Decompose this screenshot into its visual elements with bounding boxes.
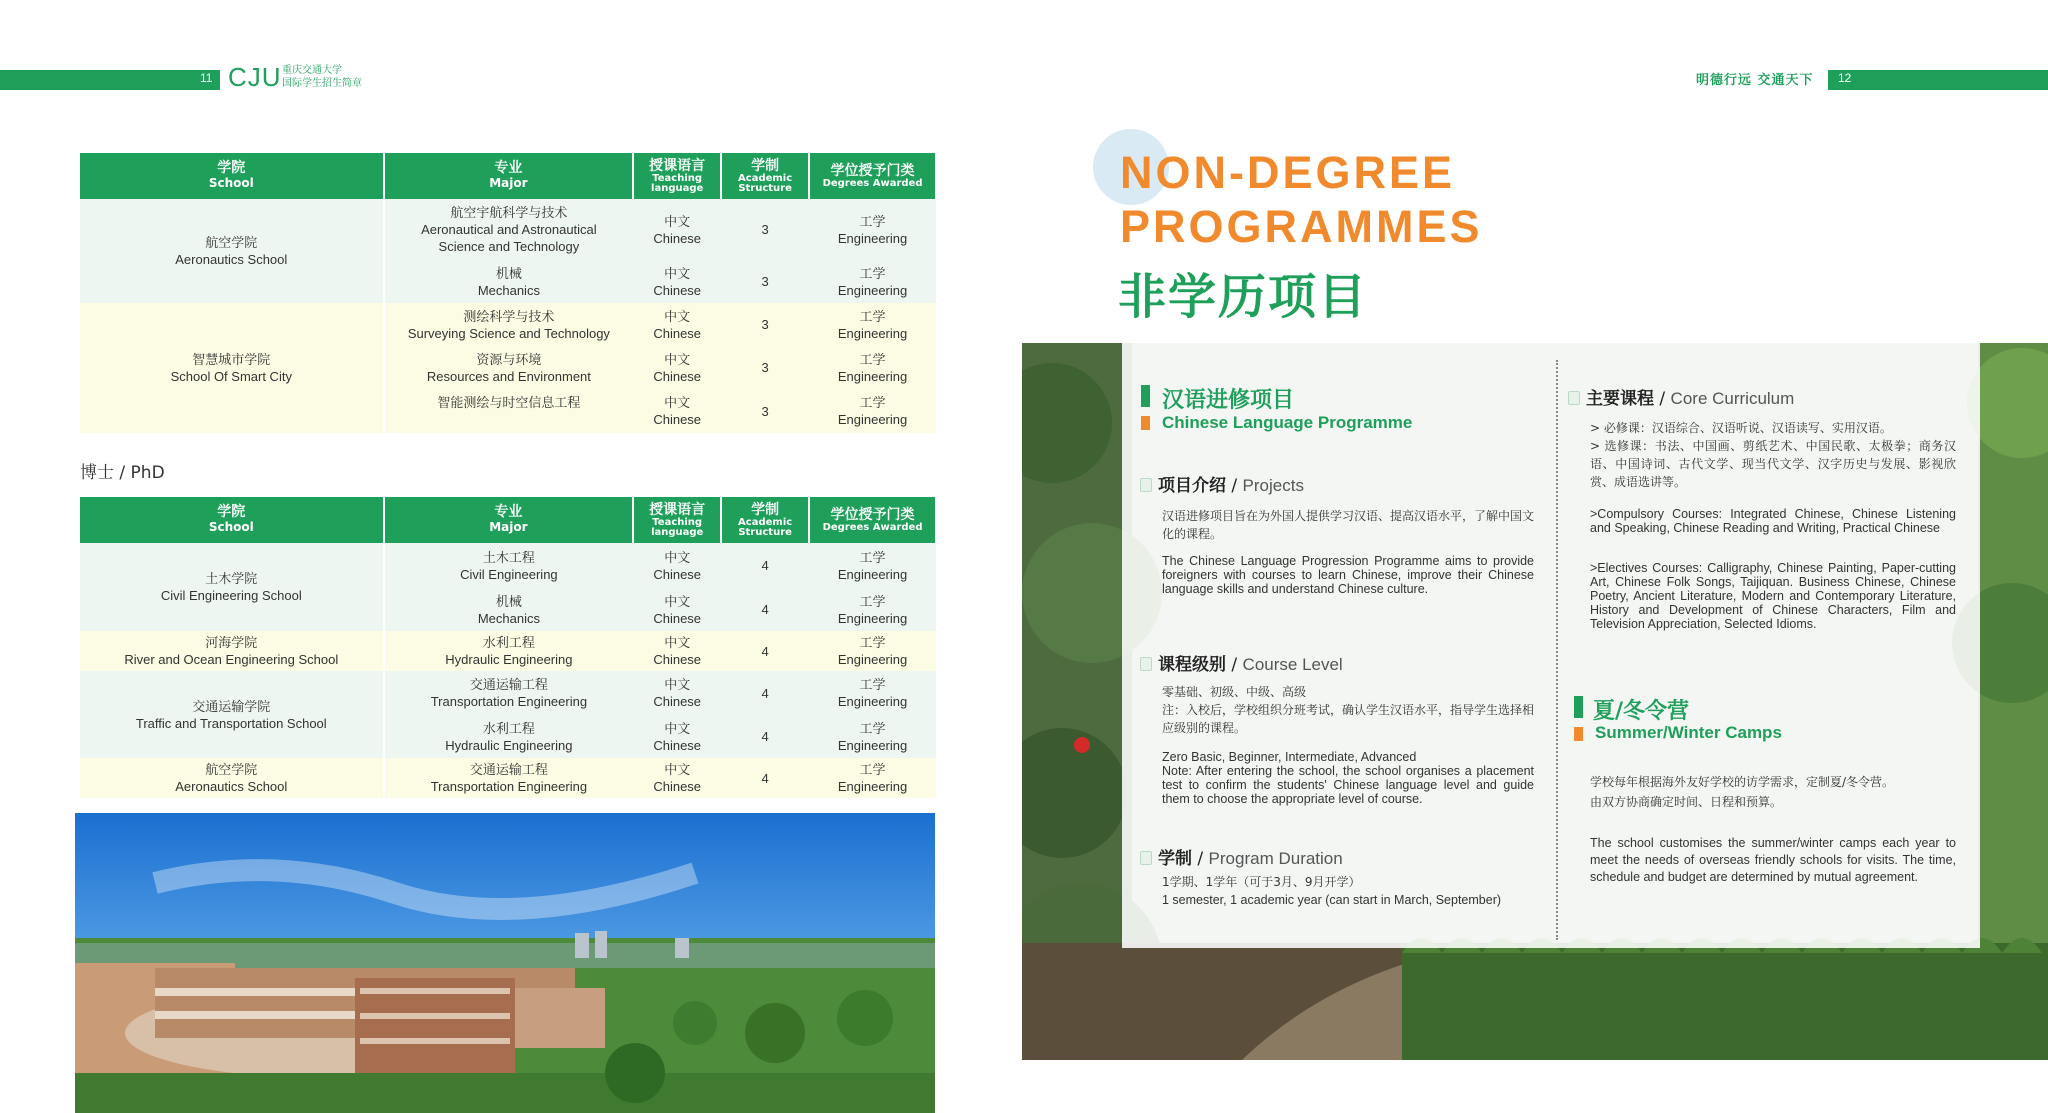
language-cell: 中文 Chinese	[633, 715, 721, 758]
major-cell: 资源与环境 Resources and Environment	[384, 346, 634, 389]
table-row	[80, 303, 936, 346]
degree-cell: 工学 Engineering	[809, 671, 936, 715]
major-cell: 测绘科学与技术 Surveying Science and Technology	[384, 303, 634, 346]
degree-cell: 工学 Engineering	[809, 303, 936, 346]
core-text-cn1: > 必修课：汉语综合、汉语听说、汉语读写、实用汉语。	[1590, 421, 1892, 435]
core-text-en1: >Compulsory Courses: Integrated Chinese, Chinese Listening and Speaking, Chinese Reading and Writing, Practical Chinese	[1590, 507, 1956, 535]
school-cell: 河海学院 River and Ocean Engineering School	[80, 631, 384, 671]
language-cell: 中文 Chinese	[633, 543, 721, 588]
language-cell: 中文 Chinese	[633, 758, 721, 798]
school-cell: 航空学院 Aeronautics School	[80, 199, 384, 303]
language-cell: 中文 Chinese	[633, 588, 721, 631]
camp-text-cn2: 由双方协商确定时间、日程和预算。	[1590, 795, 1783, 809]
square-bullet-icon	[1140, 851, 1152, 865]
square-bullet-icon	[1568, 391, 1580, 405]
major-cell: 交通运输工程 Transportation Engineering	[384, 758, 634, 798]
major-cell: 土木工程 Civil Engineering	[384, 543, 634, 588]
page-number-left: 11	[200, 71, 213, 85]
header-bar-left	[0, 70, 220, 90]
course-level-heading: 课程级别 / Course Level	[1140, 650, 1343, 675]
major-cell: 智能测绘与时空信息工程	[384, 389, 634, 433]
duration-text-cn: 1学期、1学年（可于3月、9月开学）	[1162, 875, 1361, 889]
language-cell: 中文 Chinese	[633, 389, 721, 433]
table-header-row	[80, 153, 936, 199]
column-divider	[1556, 360, 1558, 940]
school-cell: 土木学院 Civil Engineering School	[80, 543, 384, 631]
major-cell: 交通运输工程 Transportation Engineering	[384, 671, 634, 715]
camp-title-en: Summer/Winter Camps	[1595, 723, 1782, 742]
projects-text-en: The Chinese Language Progression Programme aims to provide foreigners with courses to learn Chinese, improve their Chinese language skills and understand Chinese culture.	[1162, 554, 1534, 596]
major-cell: 水利工程 Hydraulic Engineering	[384, 631, 634, 671]
language-cell: 中文 Chinese	[633, 303, 721, 346]
degree-cell: 工学 Engineering	[809, 715, 936, 758]
structure-cell: 4	[721, 715, 809, 758]
col-structure: 学制 Academic Structure	[721, 153, 809, 199]
degree-cell: 工学 Engineering	[809, 631, 936, 671]
school-cell: 智慧城市学院 School Of Smart City	[80, 303, 384, 433]
course-level-text-cn1: 零基础、初级、中级、高级	[1162, 685, 1307, 699]
structure-cell: 4	[721, 758, 809, 798]
language-cell: 中文 Chinese	[633, 631, 721, 671]
square-bullet-icon	[1140, 478, 1152, 492]
major-cell: 航空宇航科学与技术 Aeronautical and Astronautical Science and Technology	[384, 199, 634, 260]
header-bar-right	[1828, 70, 2048, 90]
col-major: 专业 Major	[384, 153, 634, 199]
col-school: 学院 School	[80, 153, 384, 199]
structure-cell: 4	[721, 543, 809, 588]
campus-photo	[75, 813, 935, 1113]
degree-cell: 工学 Engineering	[809, 588, 936, 631]
core-text-en2: >Electives Courses: Calligraphy, Chinese Painting, Paper-cutting Art, Chinese Folk Songs, Taijiquan. Business Chinese, Chinese Poetry, Ancient Literature, Modern and Contemporary Literature, History and Development of Chinese Characters, Film and Television Appreciation, Selected Idioms.	[1590, 561, 1956, 631]
structure-cell: 4	[721, 671, 809, 715]
projects-text-cn: 汉语进修项目旨在为外国人提供学习汉语、提高汉语水平，了解中国文化的课程。	[1162, 509, 1535, 541]
page-title-cn: 非学历项目	[1118, 269, 1369, 325]
language-cell: 中文 Chinese	[633, 671, 721, 715]
structure-cell: 3	[721, 199, 809, 260]
core-curriculum-heading: 主要课程 / Core Curriculum	[1568, 384, 1794, 409]
structure-cell: 3	[721, 389, 809, 433]
table-row	[80, 671, 936, 715]
table-row	[80, 199, 936, 260]
col-school: 学院 School	[80, 497, 384, 543]
page-title-en: NON-DEGREE PROGRAMMES	[1120, 147, 1483, 252]
language-cell: 中文 Chinese	[633, 199, 721, 260]
degree-cell: 工学 Engineering	[809, 543, 936, 588]
camp-text-en: The school customises the summer/winter camps each year to meet the needs of overseas friendly schools for visits. The time, schedule and budget are determined by mutual agreement.	[1590, 836, 1956, 884]
language-cell: 中文 Chinese	[633, 260, 721, 303]
col-language: 授课语言 Teaching language	[633, 497, 721, 543]
col-structure: 学制 Academic Structure	[721, 497, 809, 543]
core-text-cn2: > 选修课：书法、中国画、剪纸艺术、中国民歌、太极拳；商务汉语、中国诗词、古代文学、现当代文学、汉字历史与发展、影视欣赏、成语选讲等。	[1590, 439, 1956, 489]
table-row	[80, 543, 936, 588]
course-level-text-en2: Note: After entering the school, the school organises a placement test to confirm the students' Chinese language level and guide them to choose the appropriate level of course.	[1162, 764, 1534, 806]
clp-title-cn: 汉语进修项目	[1162, 388, 1295, 413]
structure-cell: 3	[721, 346, 809, 389]
school-cell: 航空学院 Aeronautics School	[80, 758, 384, 798]
university-logo: CJU	[228, 62, 282, 92]
square-bullet-icon	[1140, 657, 1152, 671]
section-marker-green	[1574, 696, 1583, 718]
course-level-text-cn2: 注：入校后，学校组织分班考试，确认学生汉语水平，指导学生选择相应级别的课程。	[1162, 703, 1535, 735]
projects-heading: 项目介绍 / Projects	[1140, 471, 1304, 496]
major-cell: 机械 Mechanics	[384, 588, 634, 631]
degree-cell: 工学 Engineering	[809, 199, 936, 260]
school-cell: 交通运输学院 Traffic and Transportation School	[80, 671, 384, 758]
major-cell: 水利工程 Hydraulic Engineering	[384, 715, 634, 758]
masters-program-table	[80, 153, 937, 433]
structure-cell: 3	[721, 260, 809, 303]
table-header-row	[80, 497, 936, 543]
degree-cell: 工学 Engineering	[809, 389, 936, 433]
degree-cell: 工学 Engineering	[809, 260, 936, 303]
col-language: 授课语言 Teaching language	[633, 153, 721, 199]
phd-program-table	[80, 497, 937, 798]
structure-cell: 4	[721, 588, 809, 631]
logo-subtitle: 重庆交通大学 国际学生招生简章	[282, 65, 362, 89]
col-degree: 学位授予门类 Degrees Awarded	[809, 153, 936, 199]
section-marker-green	[1141, 385, 1150, 407]
col-major: 专业 Major	[384, 497, 634, 543]
course-level-text-en1: Zero Basic, Beginner, Intermediate, Advanced	[1162, 750, 1417, 764]
table-row	[80, 631, 936, 671]
camp-title-cn: 夏/冬令营	[1593, 699, 1690, 724]
language-cell: 中文 Chinese	[633, 346, 721, 389]
phd-section-label: 博士 / PhD	[80, 463, 165, 483]
structure-cell: 3	[721, 303, 809, 346]
camp-text-cn1: 学校每年根据海外友好学校的访学需求，定制夏/冬令营。	[1590, 775, 1895, 789]
degree-cell: 工学 Engineering	[809, 346, 936, 389]
section-marker-orange	[1141, 416, 1150, 430]
major-cell: 机械 Mechanics	[384, 260, 634, 303]
duration-text-en: 1 semester, 1 academic year (can start in March, September)	[1162, 893, 1502, 907]
university-motto: 明德行远 交通天下	[1696, 73, 1814, 88]
table-row	[80, 758, 936, 798]
degree-cell: 工学 Engineering	[809, 758, 936, 798]
clp-title-en: Chinese Language Programme	[1162, 413, 1413, 432]
page-number-right: 12	[1838, 71, 1852, 85]
section-marker-orange	[1574, 727, 1583, 741]
structure-cell: 4	[721, 631, 809, 671]
col-degree: 学位授予门类 Degrees Awarded	[809, 497, 936, 543]
duration-heading: 学制 / Program Duration	[1140, 844, 1343, 869]
